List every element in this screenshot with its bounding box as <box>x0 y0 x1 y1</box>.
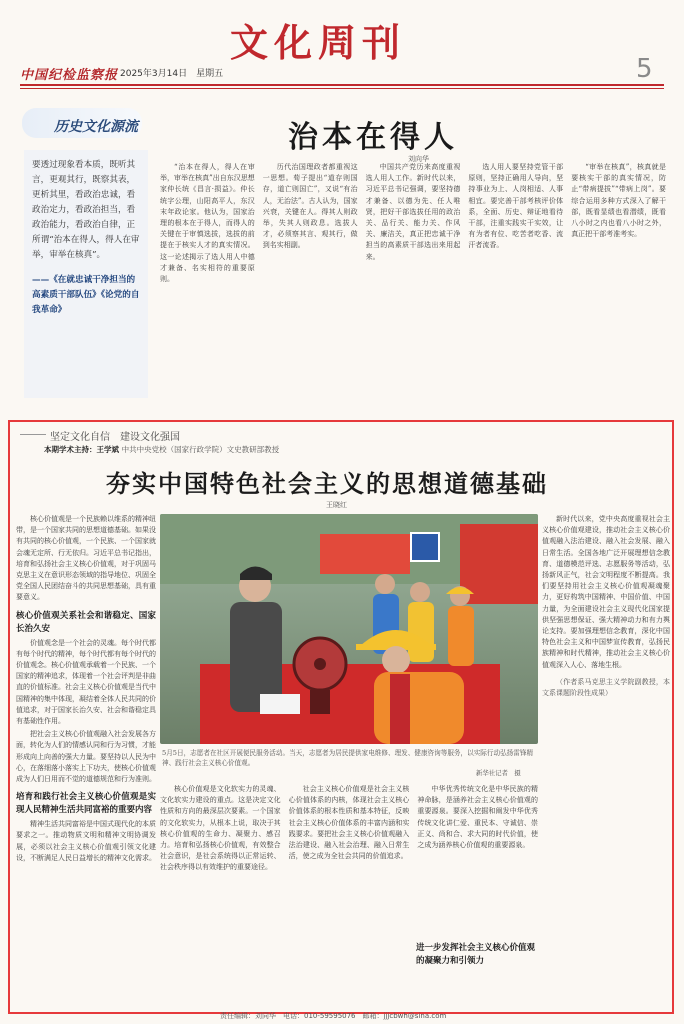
column-label: 历史文化源流 <box>54 119 138 135</box>
feature-middle-columns <box>160 784 538 1004</box>
academic-host-byline <box>44 444 279 455</box>
masthead <box>0 0 684 88</box>
byline-label: 本期学术主持：王学斌 <box>44 445 119 454</box>
middle-column: 核心价值观是文化软实力的灵魂、文化软实力建设的重点。这是决定文化性质和方向的最深层次要素。一个国家的文化软实力，从根本上说，取决于其核心价值观的生命力、凝聚力、感召力。培育和弘扬核心价值观，有效整合社会意识，是社会系统得以正常运转、社会秩序得以有效维护的重要途径。 <box>160 785 281 872</box>
quote-text: 要透过现象看本质，既听其言，更观其行，既察其表，更析其里，看政治忠诚，看政治定力，看政治担当，看政治能力，看政治自律，正所谓“治本在得人，得人在审举，审举在核真”。 <box>32 160 140 260</box>
middle-column: 社会主义核心价值观是社会主义核心价值体系的内核，体现社会主义核心价值体系的根本性质和基本特征，反映社会主义核心价值体系的丰富内涵和实践要求。要把社会主义核心价值观融入法治建设、融入社会治理、融入日常生活，使之成为全社会共同的价值追求。 <box>288 785 410 861</box>
body-paragraph: 把社会主义核心价值观融入社会发展各方面，转化为人们的情感认同和行为习惯，才能形成向上向善的强大力量。要坚持以人民为中心，在落细落小落实上下功夫，使核心价值观成为人们日用而不觉的道德规范和行为准则。 <box>16 730 156 784</box>
feature-right-column <box>542 514 670 1004</box>
lead-article-title: 治本在得人 <box>288 120 458 155</box>
photo-credit: 新华社记者 摄 <box>476 769 521 777</box>
feature-left-column <box>16 514 156 1004</box>
body-paragraph: 价值观念是一个社会的灵魂。每个时代都有每个时代的精神，每个时代都有每个时代的价值观念。核心价值观承载着一个民族、一个国家的精神追求，体现着一个社会评判是非曲直的价值标准。社会主义核心价值观是当代中国精神的集中体现，凝结着全体人民共同的价值追求，对于国家长治久安、社会和谐稳定具有基础性作用。 <box>16 638 156 726</box>
lead-column: 选人用人要坚持党管干部原则，坚持正确用人导向，坚持事业为上、人岗相适、人事相宜。要完善干部考核评价体系，全面、历史、辩证地看待干部，注重实践实干实效，让有为者有位、吃苦者吃香、流汗者流香。 <box>468 163 564 250</box>
byline-detail: 中共中央党校（国家行政学院）文史教研部教授 <box>121 445 280 454</box>
feature-title: 夯实中国特色社会主义的思想道德基础 <box>106 469 548 498</box>
feature-author: 王晓红 <box>326 501 347 509</box>
lead-column: “治本在得人，得人在审举，审举在核真”出自东汉思想家仲长统《昌言·损益》。仲长统字公理，山阳高平人，东汉末年政论家。他认为，国家治理的根本在于得人，而得人的关键在于审慎选拔，选拔的前提在于核实人才的真实情况。这一论述揭示了选人用人中德才兼备、名实相符的重要原则。 <box>160 163 255 284</box>
author-note: （作者系马克思主义学院副教授，本文系课题阶段性成果） <box>542 677 670 698</box>
volunteer-service-photo <box>160 514 538 744</box>
feature-article <box>8 420 674 1014</box>
middle-column: 中华优秀传统文化是中华民族的精神命脉，是涵养社会主义核心价值观的重要源泉。要深入挖掘和阐发中华优秀传统文化讲仁爱、重民本、守诚信、崇正义、尚和合、求大同的时代价值，使之成为涵养核心价值观的重要源泉。 <box>417 785 539 850</box>
masthead-rule-thin <box>20 88 664 89</box>
paper-name: 中国纪检监察报 <box>20 68 119 83</box>
footer-editor-info: 责任编辑：刘同华 电话：010-59595076 邮箱：jjjcbwh@sina.com <box>220 1012 447 1020</box>
quote-source: ——《在就忠诚干净担当的高素质干部队伍》《论党的自我革命》 <box>32 275 140 315</box>
photo-caption: 5月5日，志愿者在社区开展便民服务活动。当天，志愿者为居民提供家电维修、理发、健康咨询等服务，以实际行动弘扬雷锋精神、践行社会主义核心价值观。 <box>162 749 534 767</box>
feature-kicker: 坚定文化自信 建设文化强国 <box>50 432 180 443</box>
lead-column: 中国共产党历来高度重视选人用人工作。新时代以来，习近平总书记强调，要坚持德才兼备、以德为先、任人唯贤，把好干部选拔任用的政治关、品行关、能力关、作风关、廉洁关，真正把忠诚干净担当的高素质干部选出来用起来。 <box>365 163 461 261</box>
quote-box <box>24 150 148 398</box>
intro-paragraph: 核心价值观是一个民族赖以维系的精神纽带，是一个国家共同的思想道德基础。如果没有共同的核心价值观，一个民族、一个国家就会魂无定所、行无依归。习近平总书记指出，培育和弘扬社会主义核心价值观，对于巩固马克思主义在意识形态领域的指导地位、巩固全党全国人民团结奋斗的共同思想基础，具有重要意义。 <box>16 515 156 602</box>
lead-article-body <box>160 162 666 400</box>
subheading-2: 培育和践行社会主义核心价值观是实现人民精神生活共同富裕的重要内容 <box>16 792 156 816</box>
body-paragraph: 精神生活共同富裕是中国式现代化的本质要求之一。推动物质文明和精神文明协调发展，必须以社会主义核心价值观引领文化建设，不断满足人民日益增长的精神文化需求。 <box>16 820 156 862</box>
page-number: 5 <box>636 54 653 84</box>
photo-illustration <box>160 514 538 744</box>
lead-article-author: 刘向华 <box>408 155 429 163</box>
lead-column: 历代治国理政者都重视这一思想。荀子提出“道存则国存，道亡则国亡”，又说“有治人，无治法”。古人认为，国家兴衰，关键在人。得其人则政举，失其人则政息。选拔人才，必须察其言、观其行，做到名实相副。 <box>262 163 358 250</box>
section-title: 文化周刊 <box>230 20 407 65</box>
kicker-rule <box>20 434 46 435</box>
subheading-1: 核心价值观关系社会和谐稳定、国家长治久安 <box>16 610 156 634</box>
issue-date: 2025年3月14日 星期五 <box>120 69 224 79</box>
subheading-3: 进一步发挥社会主义核心价值观的凝聚力和引领力 <box>416 943 536 966</box>
body-paragraph: 新时代以来，党中央高度重视社会主义核心价值观建设，推动社会主义核心价值观融入法治建设、融入社会发展、融入日常生活。全国各地广泛开展理想信念教育、道德模范评选、志愿服务等活动，弘扬新风正气，社会文明程度不断提高。我们要坚持用社会主义核心价值观凝魂聚力，更好构筑中国精神、中国价值、中国力量，为全面建设社会主义现代化国家提供坚强思想保证、强大精神动力和有力舆论支持。要加强理想信念教育，深化中国特色社会主义和中国梦宣传教育，弘扬民族精神和时代精神，推动社会主义核心价值观深入人心、落地生根。 <box>542 515 670 669</box>
masthead-rule <box>20 84 664 86</box>
lead-column: “审举在核真”，核真就是要核实干部的真实情况，防止“带病提拔”“带病上岗”。要综合运用多种方式深入了解干部，既看显绩也看潜绩，既看八小时之内也看八小时之外，真正把干部考准考实。 <box>571 163 666 239</box>
